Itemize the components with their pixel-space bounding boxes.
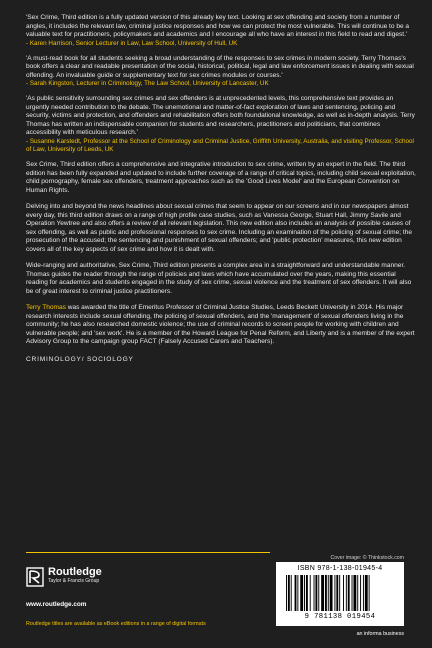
review-text: 'A must-read book for all students seeking a broad understanding of the responses to sex crimes in modern society. Terry Thomas's book offers a clear and readable presentation of the social, historical, political, legal and law enforcement issues in dealing with sexual offending. An invaluable guide or supplementary text for sex crimes modules or courses.' xyxy=(26,54,414,79)
barcode-bars xyxy=(286,575,398,611)
back-cover-text xyxy=(26,14,416,363)
cover-credit: Cover image: © Thinkstock.com xyxy=(330,555,404,561)
description-paragraph-1: Sex Crime, Third edition offers a comprehensive and integrative introduction to sex crime, written by an expert in the field. The third edition has been fully expanded and updated to include further coverage of a range of critical topics, including child sexual exploitation, child pornography, female sex offenders, treatment approaches such as the 'Good Lives Model' and the European Convention on Human Rights. xyxy=(26,161,416,194)
isbn-label: ISBN 978-1-138-01945-4 xyxy=(297,565,383,572)
publisher-name: Routledge xyxy=(48,566,102,578)
review-text: 'Sex Crime, Third edition is a fully updated version of this already key text. Looking at sex offending and society from a number of angles, it includes the relevant law, criminal justice responses and how we can protect the most vulnerable. This will continue to be a valuable text for practitioners, policymakers and academics and I encourage all who have an interest in this field to read and digest.' xyxy=(26,14,410,38)
author-bio-text: was awarded the title of Emeritus Professor of Criminal Justice Studies, Leeds Beckett University in 2014. His major research interests include sexual offending, the policing of sexual offenders, and the 'management' of sexual offenders living in the community; he has also researched domestic violence; the use of criminal records to screen people for working with children and vulnerable people; and 'sex work'. He is a member of the Howard League for Penal Reform, and Liberty and is a member of the expert Advisory Group to the campaign group FACT (Falsely Accused Carers and Teachers). xyxy=(26,304,415,346)
review-attribution: - Karen Harrison, Senior Lecturer in Law, Law School, University of Hull, UK xyxy=(26,39,238,47)
publisher-subtitle: Taylor & Francis Group xyxy=(48,578,100,584)
routledge-logo-icon xyxy=(26,566,44,588)
author-bio xyxy=(26,304,416,347)
review-2 xyxy=(26,55,416,89)
review-text: 'As public sensitivity surrounding sex crimes and sex offenders is at unprecedented levels, this comprehensive text provides an urgently needed contribution to the debate. The unemotional and matter-of-fact exploration of laws and sentencing, policing and security, victims and protection, and offenders and rehabilitation offers both foundational knowledge, as well as in-depth analysis. Terry Thomas has written an indispensable companion for students and researchers, practitioners and politicians, that combines accessibility with meticulous research.' xyxy=(26,95,415,137)
isbn-barcode xyxy=(276,562,404,626)
divider xyxy=(26,552,270,553)
publisher-website: www.routledge.com xyxy=(26,601,87,608)
publisher-logo xyxy=(26,566,102,588)
review-1 xyxy=(26,14,416,48)
description-paragraph-2: Delving into and beyond the news headlines about sexual crimes that seem to appear on our screens and in our newspapers almost every day, this third edition draws on a range of high profile case studies, such as Vanessa George, Stuart Hall, Jimmy Savile and Operation Yewtree and also offers a review of all relevant legislation. This new edition also includes an analysis of possible causes of sex offending, as well as public and professional responses to sex crime. Including an examination of the policing of sexual crime; the prosecution of the accused; the sentencing and punishment of sexual offenders; and 'public protection' measures, this new edition covers all of the key aspects of sex crime and how it is dealt with. xyxy=(26,203,412,253)
review-attribution: - Susanne Karstedt, Professor at the School of Criminology and Criminal Justice, Griffith University, Australia, and visiting Professor, School of Law, University of Leeds, UK xyxy=(26,137,414,154)
review-3 xyxy=(26,95,416,154)
description-paragraph-3: Wide-ranging and authoritative, Sex Crime, Third edition presents a complex area in a straightforward and understandable manner. Thomas guides the reader through the range of policies and laws which have accumulated over the years, making this essential reading for academics and students engaged in the study of sex crime, sexual violence and the treatment of sex offenders. It will also be of great interest to criminal justice practitioners. xyxy=(26,262,412,295)
ebook-note: Routledge titles are available as eBook editions in a range of digital formats xyxy=(26,621,206,627)
barcode-digits: 9 781138 019454 xyxy=(304,613,376,621)
review-attribution: - Sarah Kingston, Lecturer in Criminology, The Law School, University of Lancaster, UK xyxy=(26,80,269,88)
informa-tagline: an informa business xyxy=(356,631,404,637)
subject-category: CRIMINOLOGY/ SOCIOLOGY xyxy=(26,355,134,363)
author-name: Terry Thomas xyxy=(26,304,66,312)
